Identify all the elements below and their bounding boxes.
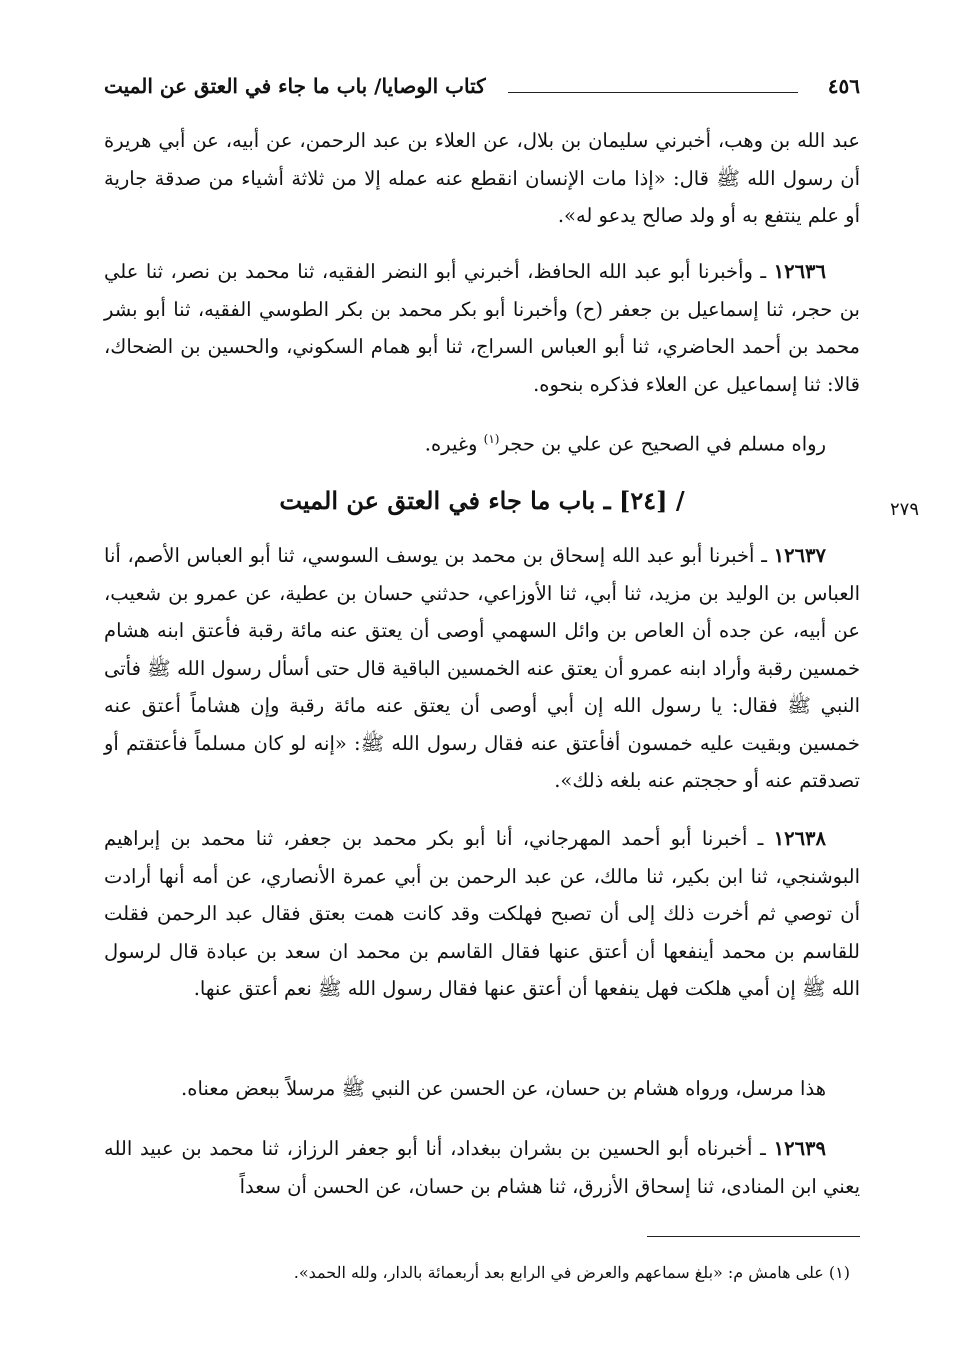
footnote-rule xyxy=(647,1236,860,1237)
hadith-12639 xyxy=(104,1130,860,1205)
page-number: ٤٥٦ xyxy=(827,74,860,98)
hadith-12637 xyxy=(104,537,860,800)
hadith-number: ١٢٦٣٨ xyxy=(773,827,826,850)
running-header xyxy=(104,70,860,104)
hadith-text: ـ وأخبرنا أبو عبد الله الحافظ، أخبرني أبو النضر الفقيه، ثنا محمد بن نصر، ثنا علي بن حجر، ثنا إسماعيل بن جعفر (ح) وأخبرنا أبو بكر محمد بن بكر الطوسي الفقيه، ثنا أبو بشر محمد بن أحمد الحاضري، ثنا أبو العباس السراج، ثنا أبو همام السكوني، والحسين بن الضحاك، قالا: ثنا إسماعيل عن العلاء فذكره بنحوه. xyxy=(104,260,860,396)
running-title: كتاب الوصايا/ باب ما جاء في العتق عن الميت xyxy=(104,74,486,98)
hadith-12638 xyxy=(104,820,860,1008)
header-rule xyxy=(508,92,798,93)
hadith-number: ١٢٦٣٩ xyxy=(773,1137,826,1160)
mursal-note xyxy=(104,1070,860,1108)
hadith-number: ١٢٦٣٧ xyxy=(773,544,826,567)
hadith-12636 xyxy=(104,253,860,403)
hadith-number: ١٢٦٣٦ xyxy=(773,260,826,283)
narration-note xyxy=(104,421,860,463)
margin-page-number: ٢٧٩ xyxy=(890,499,920,520)
footnote: (١) على هامش م: «بلغ سماعهم والعرض في الرابع بعد أربعمائة بالدار، ولله الحمد». xyxy=(293,1263,850,1282)
note-text-a: رواه مسلم في الصحيح عن علي بن حجر xyxy=(499,432,826,456)
paragraph-text: عبد الله بن وهب، أخبرني سليمان بن بلال، عن العلاء بن عبد الرحمن، عن أبيه، عن أبي هريرة أن رسول الله ﷺ قال: «إذا مات الإنسان انقطع عنه عمله إلا من ثلاثة أشياء من صدقة جارية أو علم ينتفع به أو ولد صالح يدعو له». xyxy=(104,129,860,227)
chapter-title: / [٢٤] ـ باب ما جاء في العتق عن الميت xyxy=(279,486,685,515)
paragraph-continuation xyxy=(104,122,860,235)
hadith-text: ـ أخبرنا أبو أحمد المهرجاني، أنا أبو بكر محمد بن جعفر، ثنا محمد بن إبراهيم البوشنجي، ثنا ابن بكير، ثنا مالك، عن عبد الرحمن بن أبي عمرة الأنصاري، عن أمه أنها أرادت أن توصي ثم أخرت ذلك إلى أن تصبح فهلكت وقد كانت همت بعتق فقال عبد الرحمن فقلت للقاسم بن محمد أينفعها أن أعتق عنها فقال القاسم بن محمد ان سعد بن عبادة قال لرسول الله ﷺ إن أمي هلكت فهل ينفعها أن أعتق عنها فقال رسول الله ﷺ نعم أعتق عنها. xyxy=(104,827,860,1000)
hadith-text: ـ أخبرنا أبو عبد الله إسحاق بن محمد بن يوسف السوسي، ثنا أبو العباس الأصم، أنا العباس بن الوليد بن مزيد، ثنا أبي، ثنا الأوزاعي، حدثني حسان بن عطية، عن عمرو بن شعيب، عن أبيه، عن جده أن العاص بن وائل السهمي أوصى أن يعتق عنه مائة رقبة فأعتق ابنه هشام خمسين رقبة وأراد ابنه عمرو أن يعتق عنه الخمسين الباقية قال حتى أسأل رسول الله ﷺ فأتى النبي ﷺ فقال: يا رسول الله إن أبي أوصى أن يعتق عنه مائة رقبة وإن هشاماً أعتق عنه خمسين وبقيت عليه خمسون أفأعتق عنه فقال رسول الله ﷺ: «إنه لو كان مسلماً فأعتقتم أو تصدقتم عنه أو حججتم عنه بلغه ذلك». xyxy=(104,544,860,792)
hadith-text: ـ أخبرناه أبو الحسين بن بشران ببغداد، أنا أبو جعفر الرزاز، ثنا محمد بن عبيد الله يعني ابن المنادى، ثنا إسحاق الأزرق، ثنا هشام بن حسان، عن الحسن أن سعداً xyxy=(104,1137,860,1198)
note-text: هذا مرسل، ورواه هشام بن حسان، عن الحسن عن النبي ﷺ مرسلاً ببعض معناه. xyxy=(181,1077,826,1100)
note-text-b: وغيره. xyxy=(424,432,484,456)
footnote-marker: (١) xyxy=(483,432,500,446)
